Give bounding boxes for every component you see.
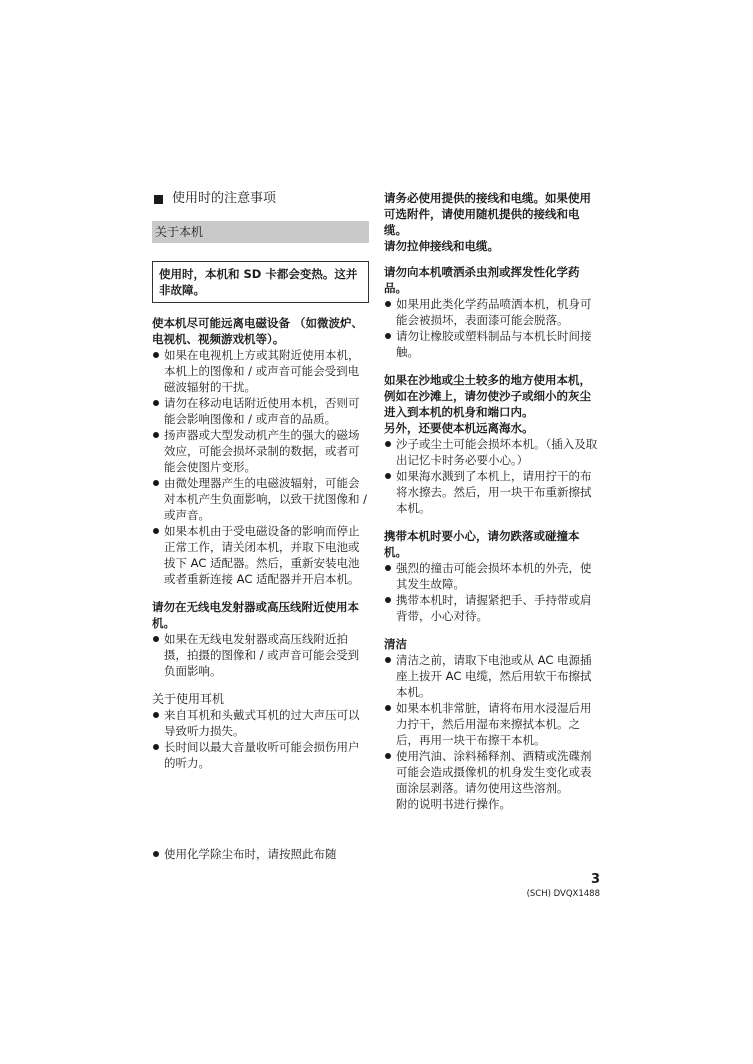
bullet-list <box>152 347 369 587</box>
block-heading: 请勿向本机喷洒杀虫剂或挥发性化学药品。 <box>384 265 580 295</box>
list-item: 如果本机由于受电磁设备的影响而停止正常工作，请关闭本机，并取下电池或拔下 AC 适配器。然后，重新安装电池或者重新连接 AC 适配器并开启本机。 <box>152 523 369 587</box>
left-column <box>152 190 369 783</box>
bullet-list <box>384 436 600 516</box>
sub-heading: 关于使用耳机 <box>152 692 225 706</box>
block-heading: 请勿在无线电发射器或高压线附近使用本机。 <box>152 600 359 630</box>
section-title: 使用时的注意事项 <box>172 191 277 206</box>
warning-box: 使用时，本机和 SD 卡都会变热。这并非故障。 <box>152 261 369 303</box>
block-heading: 使本机尽可能远离电磁设备 （如微波炉、电视机、视频游戏机等）。 <box>152 316 364 346</box>
continued-text: 附的说明书进行操作。 <box>396 797 511 811</box>
block-heading: 如果在沙地或尘土较多的地方使用本机，例如在沙滩上，请勿使沙子或细小的灰尘进入到本机的机身和端口内。 <box>384 373 591 419</box>
list-item: 使用汽油、涂料稀释剂、酒精或洗碟剂可能会造成摄像机的机身发生变化或表面涂层剥落。请勿使用这些溶剂。 <box>384 748 600 796</box>
bullet-list <box>384 296 600 360</box>
bullet-list <box>152 846 369 862</box>
block-heading: 清洁 <box>384 637 407 651</box>
block-heading: 携带本机时要小心，请勿跌落或碰撞本机。 <box>384 529 580 559</box>
list-item: 如果在电视机上方或其附近使用本机，本机上的图像和 / 或声音可能会受到电磁波辐射的干扰。 <box>152 347 369 395</box>
list-item: 强烈的撞击可能会损坏本机的外壳，使其发生故障。 <box>384 560 600 592</box>
list-item: 长时间以最大音量收听可能会损伤用户的听力。 <box>152 739 369 771</box>
square-bullet-icon <box>154 195 163 204</box>
block-heading: 另外，还要使本机远离海水。 <box>384 421 534 435</box>
list-item: 如果海水溅到了本机上，请用拧干的布将水擦去。然后，用一块干布重新擦拭本机。 <box>384 468 600 516</box>
list-item: 如果本机非常脏，请将布用水浸湿后用力拧干，然后用湿布来擦拭本机。之后，再用一块干布擦干本机。 <box>384 700 600 748</box>
list-item: 使用化学除尘布时，请按照此布随 <box>152 846 369 862</box>
bullet-list <box>384 652 600 796</box>
bullet-list <box>384 560 600 624</box>
list-item: 携带本机时，请握紧把手、手持带或肩背带，小心对待。 <box>384 592 600 624</box>
list-item: 如果在无线电发射器或高压线附近拍摄，拍摄的图像和 / 或声音可能会受到负面影响。 <box>152 631 369 679</box>
list-item: 扬声器或大型发动机产生的强大的磁场效应，可能会损坏录制的数据，或者可能会使图片变形。 <box>152 427 369 475</box>
list-item: 如果用此类化学药品喷洒本机，机身可能会被损坏，表面漆可能会脱落。 <box>384 296 600 328</box>
page-number: 3 <box>590 872 600 887</box>
list-item: 来自耳机和头戴式耳机的过大声压可以导致听力损失。 <box>152 707 369 739</box>
section-header <box>152 190 369 208</box>
list-item: 由微处理器产生的电磁波辐射，可能会对本机产生负面影响，以致干扰图像和 / 或声音。 <box>152 475 369 523</box>
block-heading: 请务必使用提供的接线和电缆。如果使用可选附件，请使用随机提供的接线和电缆。 <box>384 191 591 237</box>
document-code: (SCH) DVQX1488 <box>526 889 600 899</box>
topic-banner: 关于本机 <box>152 221 369 243</box>
list-item: 沙子或尘土可能会损坏本机。（插入及取出记忆卡时务必要小心。） <box>384 436 600 468</box>
list-item: 清洁之前，请取下电池或从 AC 电源插座上拔开 AC 电缆，然后用软干布擦拭本机。 <box>384 652 600 700</box>
list-item: 请勿在移动电话附近使用本机，否则可能会影响图像和 / 或声音的品质。 <box>152 395 369 427</box>
right-column <box>384 190 600 812</box>
list-item: 请勿让橡胶或塑料制品与本机长时间接触。 <box>384 328 600 360</box>
bullet-list <box>152 631 369 679</box>
bullet-list <box>152 707 369 771</box>
block-heading: 请勿拉伸接线和电缆。 <box>384 239 499 253</box>
